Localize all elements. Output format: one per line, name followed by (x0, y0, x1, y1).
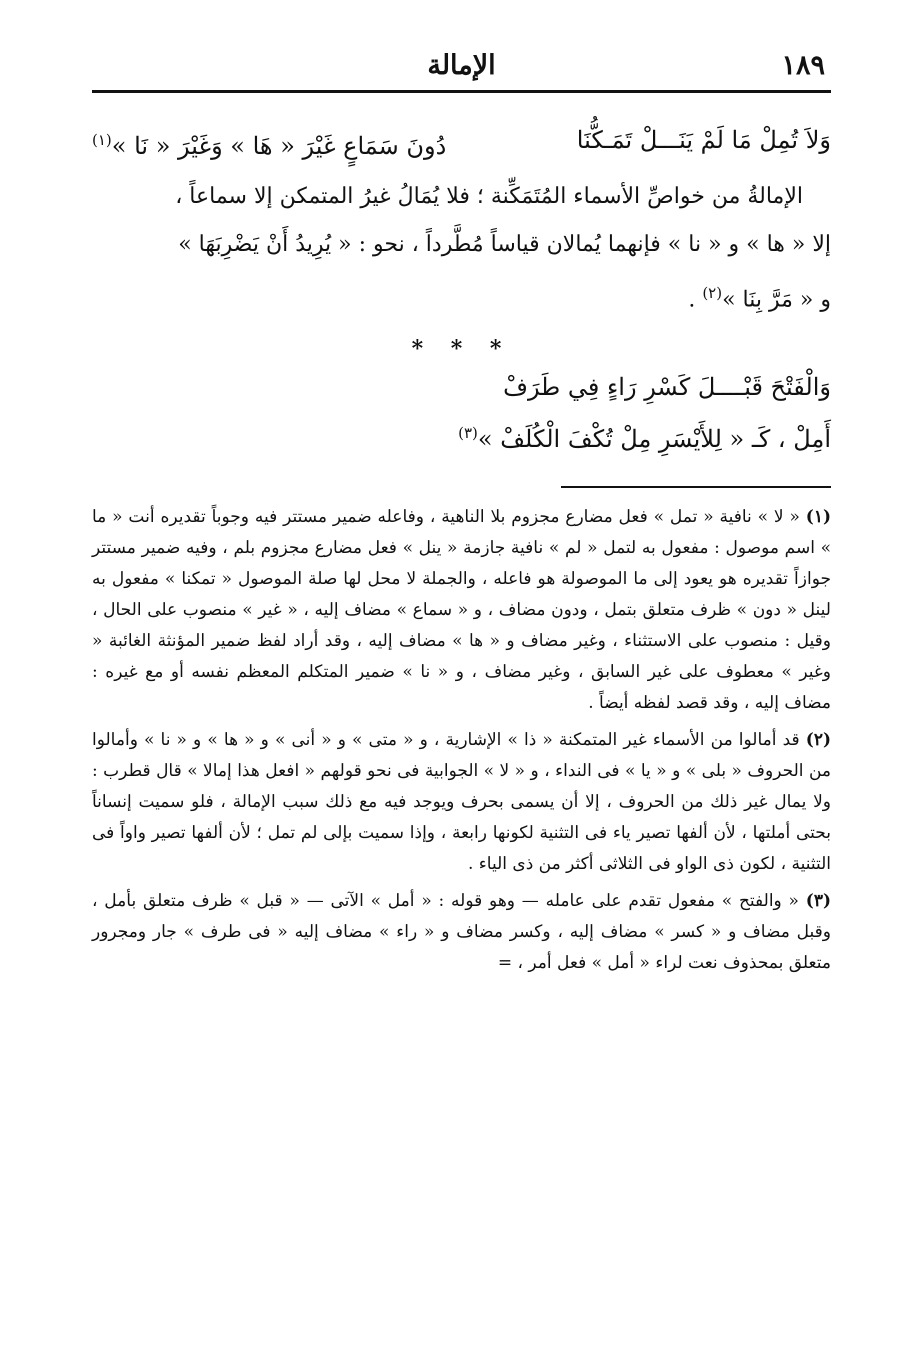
footnote-2-text: قد أمالوا من الأسماء غير المتمكنة « ذا » الإشارية ، و « متى » و « أنى » و « ها » و « نا » وأمالوا من الحروف « بلى » و « يا » فى النداء ، و « لا » الجوابية فى نحو قولهم « افعل هذا إمالا » قال قطرب : ولا يمال غير ذلك من الحروف ، إلا أن يسمى بحرف ويوجد فيه مع ذلك سبب الإمالة ، فلو سميت إنساناً بحتى أملتها ، لأن ألفها تصير ياء فى التثنية لكونها رابعة ، وإذا سميت بإلى لم تمل ؛ لأن ألفها تصير واواً فى التثنية ، لكون ذى الواو فى الثلاثى أكثر من ذى الياء . (92, 730, 831, 875)
footnote-3 (92, 886, 831, 979)
footnote-1-text: « لا » نافية « تمل » فعل مضارع مجزوم بلا الناهية ، وفاعله ضمير مستتر فيه وجوباً تقديره أنت « ما » اسم موصول : مفعول به لتمل « لم » نافية جازمة « ينل » فعل مضارع مجزوم بلم ، وفيه ضمير مستتر جوازاً تقديره هو يعود إلى ما الموصولة هو فاعله ، والجملة لا محل لها صلة الموصول « تمكنا » مفعول به لينل « دون » ظرف متعلق بتمل ، ودون مضاف ، و « سماع » مضاف إليه ، « غير » منصوب على الحال ، وقيل : منصوب على الاستثناء ، وغير مضاف و « ها » مضاف إليه ، وقد أراد لفظ ضمير المؤنثة الغائبة « وغير » معطوف على غير السابق ، وغير مضاف ، و « نا » ضمير المتكلم المعظم نفسه أو مع غيره : مضاف إليه ، وقد قصد لفظه أيضاً . (92, 507, 831, 714)
commentary-block (92, 173, 831, 324)
commentary-end-mark: . (688, 287, 696, 313)
verse-2-second-hemistich-wrap (458, 414, 831, 458)
page-number: ١٨٩ (781, 50, 825, 81)
verse-1-second-hemistich-wrap (92, 121, 446, 165)
running-title: الإمالة (427, 50, 496, 81)
verse-2-line-1 (92, 368, 831, 406)
verse-2-first-hemistich: وَالْفَتْحَ قَبْــــلَ كَسْرِ رَاءٍ فِي طَرَفْ (503, 373, 831, 402)
verse-1-second-hemistich: دُونَ سَمَاعٍ غَيْرَ « هَا » وَغَيْرَ « نَا » (111, 132, 447, 160)
verse-2-second-hemistich: أَمِلْ ، كَـ « لِلأَيْسَرِ مِلْ تُكْفَ الْكُلَفْ » (477, 425, 831, 454)
footnote-divider (561, 486, 831, 488)
footnote-ref-3: (٣) (458, 424, 478, 443)
footnote-1 (92, 502, 831, 719)
footnotes (92, 502, 831, 979)
section-separator: * * * (411, 336, 512, 363)
page-header (92, 44, 831, 93)
footnote-1-number: (١) (805, 507, 831, 528)
footnote-2-number: (٢) (805, 730, 832, 751)
footnote-2 (92, 725, 831, 880)
commentary-line-1: الإمالةُ من خواصِّ الأسماء المُتَمَكِّنة ؛ فلا يُمَالُ غيرُ المتمكن إلا سماعاً ، (175, 184, 803, 209)
commentary-line-3: و « مَرَّ بِنَا » (722, 287, 831, 313)
verse-1 (92, 121, 831, 165)
commentary-line-2: إلا « ها » و « نا » فإنهما يُمالان قياساً مُطَّرداً ، نحو : « يُرِيدُ أَنْ يَضْرِبَهَا » (178, 232, 831, 257)
verse-2-line-2 (92, 414, 831, 458)
footnote-ref-1: (١) (92, 131, 112, 149)
verse-1-first-hemistich: وَلاَ تُمِلْ مَا لَمْ يَنَـــلْ تَمَـكُّنَا (576, 126, 831, 154)
commentary-line-3-wrap (92, 269, 831, 324)
footnote-3-text: « والفتح » مفعول تقدم على عامله — وهو قوله : « أمل » الآتى — « قبل » ظرف متعلق بأمل ، وقبل مضاف و « كسر » مضاف إليه ، وكسر مضاف و « راء » مضاف إليه « فى طرف » جار ومجرور متعلق بمحذوف نعت لراء « أمل » فعل أمر ، = (92, 891, 831, 974)
footnote-3-number: (٣) (805, 891, 832, 912)
footnote-ref-2: (٢) (702, 284, 723, 302)
